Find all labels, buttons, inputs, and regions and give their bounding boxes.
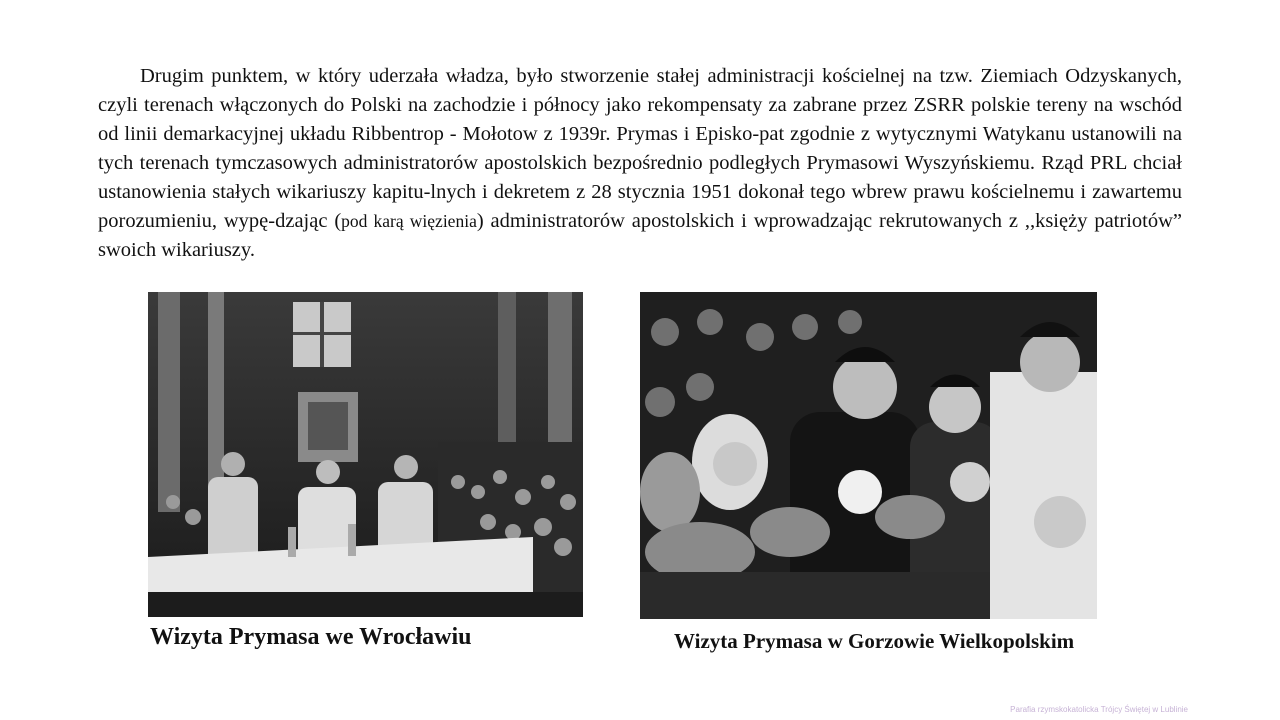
wroclaw-mass-illustration <box>148 292 583 617</box>
gorzow-crowd-photo <box>640 292 1097 619</box>
caption-wroclaw: Wizyta Prymasa we Wrocławiu <box>150 624 472 650</box>
paragraph-part-3: ) administratorów apostolskich i wprowadzając rekrutowanych z ,,księży patriotów” swoich wikariuszy. <box>98 210 1183 261</box>
body-paragraph <box>98 62 1182 265</box>
wroclaw-mass-photo <box>148 292 583 617</box>
caption-gorzow: Wizyta Prymasa w Gorzowie Wielkopolskim <box>674 629 1075 653</box>
paragraph-part-2: pod karą więzienia <box>341 211 477 231</box>
watermark: Parafia rzymskokatolicka Trójcy Świętej w Lublinie <box>1010 705 1188 714</box>
gorzow-crowd-illustration <box>640 292 1097 619</box>
paragraph-part-1: Drugim punktem, w który uderzała władza, było stworzenie stałej administracji kościelnej na tzw. Ziemiach Odzyskanych, czyli terenach włączonych do Polski na zachodzie i północy jako rekompensaty za zabrane przez ZSRR polskie tereny na wschód od linii demarkacyjnej układu Ribbentrop - Mołotow z 1939r. Prymas i Episko-pat zgodnie z wytycznymi Watykanu ustanowili na tych terenach tymczasowych administratorów apostolskich bezpośrednio podległych Prymasowi Wyszyńskiemu. Rząd PRL chciał ustanowienia stałych wikariuszy kapitu-lnych i dekretem z 28 stycznia 1951 dokonał tego wbrew prawu kościelnemu i zawartemu porozumieniu, wypę-dzając ( <box>98 65 1182 232</box>
